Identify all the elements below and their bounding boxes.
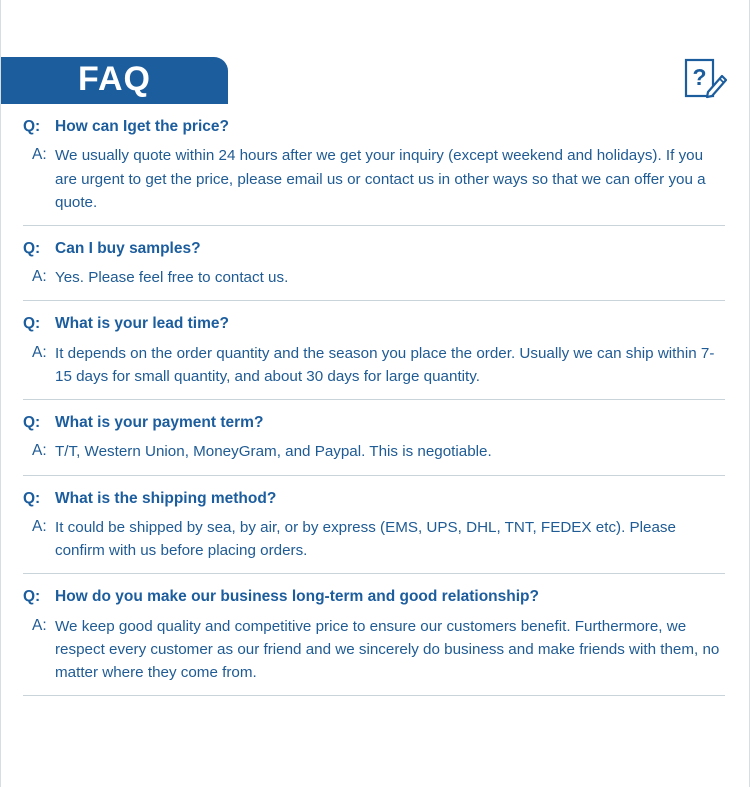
answer-marker: A: [32,146,47,164]
faq-question-pencil-icon [683,58,727,102]
answer-marker: A: [32,268,47,286]
faq-list [1,104,749,696]
faq-item [23,301,725,400]
answer-marker: A: [32,442,47,460]
faq-answer: We keep good quality and competitive price to ensure our customers benefit. Furthermore, we respect every customer as our friend and we sincerely do business and make friends with them, no matter where they come from. [55,617,720,681]
question-marker: Q: [23,315,41,333]
faq-answer-row [23,144,725,213]
faq-answer: It could be shipped by sea, by air, or by express (EMS, UPS, DHL, TNT, FEDEX etc). Please confirm with us before placing orders. [55,519,676,560]
faq-answer: T/T, Western Union, MoneyGram, and Paypal. This is negotiable. [55,443,492,461]
faq-item [23,476,725,575]
faq-question: Can I buy samples? [55,239,201,257]
faq-question-row [23,586,725,608]
question-marker: Q: [23,588,41,606]
faq-question: What is your lead time? [55,315,229,333]
faq-item [23,400,725,476]
faq-question-row [23,238,725,260]
faq-answer: It depends on the order quantity and the season you place the order. Usually we can ship within 7-15 days for small quantity, and about 30 days for large quantity. [55,344,715,385]
faq-question-row [23,116,725,138]
faq-banner [1,57,228,104]
faq-item [23,574,725,696]
faq-question: What is the shipping method? [55,489,277,507]
faq-question-row [23,488,725,510]
faq-answer: Yes. Please feel free to contact us. [55,269,289,287]
faq-question-row [23,313,725,335]
faq-item [23,104,725,226]
question-marker: Q: [23,118,41,135]
faq-answer-row [23,516,725,562]
answer-marker: A: [32,343,47,361]
faq-answer-row [23,615,725,684]
faq-question-row [23,412,725,434]
question-marker: Q: [23,489,41,507]
svg-text:?: ? [692,64,707,90]
answer-marker: A: [32,518,47,535]
faq-question: How can Iget the price? [55,118,229,135]
question-marker: Q: [23,413,41,431]
answer-marker: A: [32,616,47,634]
faq-answer: We usually quote within 24 hours after we get your inquiry (except weekend and holidays). If you are urgent to get the price, please email us or contact us in other ways so that we can offer you a quote. [55,147,706,211]
page-title: FAQ [78,59,151,98]
faq-answer-row [23,440,725,463]
question-marker: Q: [23,239,41,257]
faq-question: What is your payment term? [55,413,264,431]
faq-question: How do you make our business long-term and good relationship? [55,588,539,606]
faq-answer-row [23,342,725,388]
faq-item [23,226,725,302]
page-header [1,0,749,104]
faq-answer-row [23,266,725,289]
